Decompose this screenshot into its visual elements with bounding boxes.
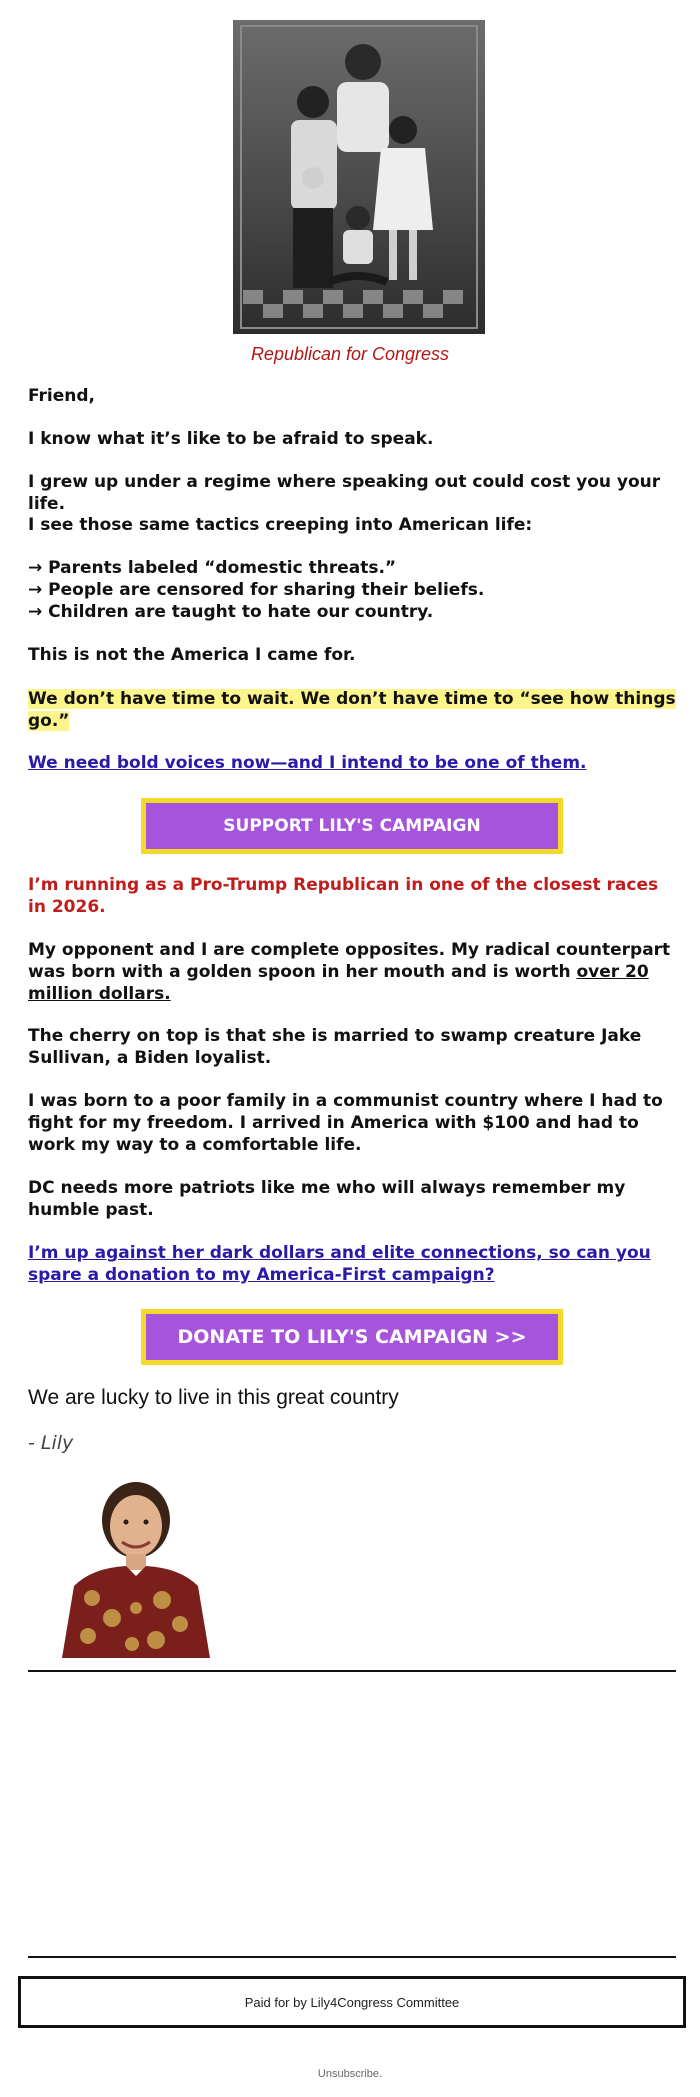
highlight-paragraph bbox=[28, 688, 676, 732]
paragraph-regime: I grew up under a regime where speaking out could cost you your life. bbox=[28, 472, 661, 514]
list-item: → People are censored for sharing their beliefs. bbox=[28, 580, 485, 600]
donation-link[interactable]: I’m up against her dark dollars and elite connections, so can you spare a donation to my America-First campaign? bbox=[28, 1243, 651, 1285]
signature: - Lily bbox=[28, 1432, 74, 1454]
bullet-list bbox=[28, 557, 676, 623]
divider-bottom bbox=[28, 1956, 676, 1958]
paragraph-tactics: I see those same tactics creeping into American life: bbox=[28, 515, 533, 535]
divider-top bbox=[28, 1670, 676, 1672]
bold-voices-link[interactable]: We need bold voices now—and I intend to be one of them. bbox=[28, 753, 587, 773]
candidate-portrait-icon bbox=[52, 1468, 220, 1658]
paid-for-box bbox=[18, 1976, 686, 2028]
dc-patriots-paragraph: DC needs more patriots like me who will always remember my humble past. bbox=[28, 1178, 626, 1220]
closing-line: We are lucky to live in this great country bbox=[28, 1386, 399, 1409]
running-as-paragraph: I’m running as a Pro-Trump Republican in one of the closest races in 2026. bbox=[28, 875, 659, 917]
list-item: → Children are taught to hate our country. bbox=[28, 602, 434, 622]
greeting: Friend, bbox=[28, 386, 95, 406]
highlighted-text: We don’t have time to wait. We don’t have time to “see how things go.” bbox=[28, 689, 676, 731]
opponent-text: My opponent and I are complete opposites. My radical counterpart was born with a golden spoon in her mouth and is worth bbox=[28, 940, 671, 982]
paid-for-text: Paid for by Lily4Congress Committee bbox=[244, 1994, 460, 2010]
campaign-caption: Republican for Congress bbox=[250, 344, 450, 364]
paragraph-afraid: I know what it’s like to be afraid to speak. bbox=[28, 429, 434, 449]
unsubscribe-link[interactable]: Unsubscribe. bbox=[317, 2068, 383, 2080]
net-worth-text: over 20 million dollars. bbox=[28, 962, 649, 1004]
support-campaign-button[interactable]: SUPPORT LILY'S CAMPAIGN bbox=[141, 798, 563, 854]
born-poor-paragraph: I was born to a poor family in a communist country where I had to fight for my freedom. I arrived in America with $100 and had to work my way to a comfortable life. bbox=[28, 1091, 663, 1155]
paragraph-not-america: This is not the America I came for. bbox=[28, 645, 356, 665]
donation-paragraph bbox=[28, 1242, 676, 1286]
cherry-paragraph: The cherry on top is that she is married to swamp creature Jake Sullivan, a Biden loyalist. bbox=[28, 1026, 642, 1068]
donate-campaign-button[interactable]: DONATE TO LILY'S CAMPAIGN >> bbox=[141, 1309, 563, 1365]
bold-voices-paragraph bbox=[28, 752, 676, 774]
list-item: → Parents labeled “domestic threats.” bbox=[28, 558, 397, 578]
family-photo-icon bbox=[233, 20, 485, 334]
opponent-paragraph bbox=[28, 939, 676, 1005]
